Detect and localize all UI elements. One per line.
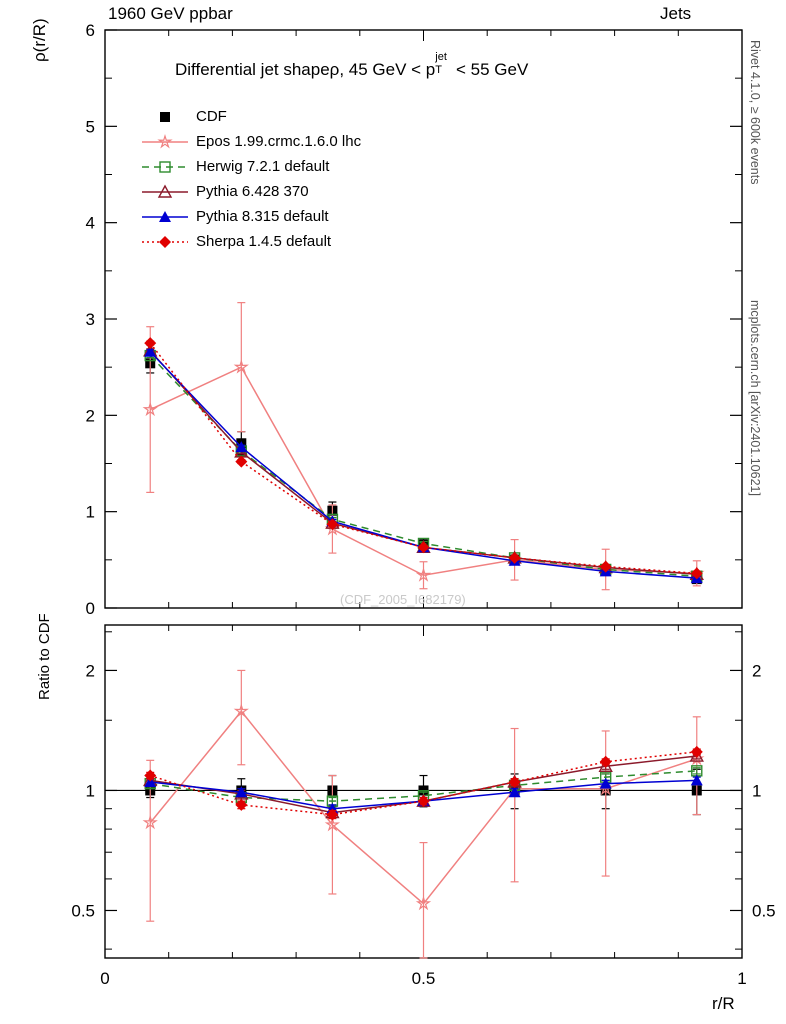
svg-text:0: 0: [85, 599, 95, 618]
svg-text:1: 1: [737, 969, 747, 988]
xlabel: r/R: [712, 994, 735, 1013]
plot-title-script: [435, 51, 451, 76]
plot-title-sup: jet: [435, 51, 447, 63]
svg-text:2: 2: [85, 661, 95, 681]
plot-title-pre: Differential jet shapeρ, 45 GeV < p: [175, 60, 436, 79]
svg-text:0.5: 0.5: [71, 901, 95, 921]
watermark: (CDF_2005_I682179): [340, 592, 466, 607]
svg-text:1: 1: [752, 781, 762, 801]
side-note-top: Rivet 4.1.0, ≥ 600k events: [748, 40, 762, 185]
svg-text:1: 1: [85, 502, 95, 522]
svg-text:3: 3: [85, 310, 95, 329]
legend-item-5: Sherpa 1.4.5 default: [196, 233, 332, 250]
plot-title-post: < 55 GeV: [451, 60, 529, 79]
svg-text:5: 5: [85, 117, 95, 137]
svg-text:2: 2: [752, 661, 762, 681]
plot-title: [175, 51, 529, 80]
legend-item-0: CDF: [196, 108, 227, 125]
legend-item-2: Herwig 7.2.1 default: [196, 158, 330, 175]
header-left: 1960 GeV ppbar: [108, 4, 233, 23]
legend-item-3: Pythia 6.428 370: [196, 183, 309, 200]
legend-item-4: Pythia 8.315 default: [196, 208, 329, 225]
svg-text:0.5: 0.5: [411, 969, 436, 988]
legend-item-1: Epos 1.99.crmc.1.6.0 lhc: [196, 133, 362, 150]
svg-text:0.5: 0.5: [752, 901, 776, 921]
svg-text:4: 4: [85, 213, 95, 233]
svg-text:1: 1: [85, 781, 95, 801]
chart-page: 1960 GeV ppbar Jets Rivet 4.1.0, ≥ 600k events mcplots.cern.ch [arXiv:2401.10621] 0 1 2 3 4 5 6 0.5 0.5 1 1 2 2 0 0.5 1 ρ(r/R) Ratio to CDF r/R Differential jet shapeρ, 45 GeV < p jet T < 55 GeV (CDF_2005_I682179) CDF Epos 1.99.crmc.1.6.0 lhc Herwig 7.2.1 default Pythia 6.428 370 Pythia 8.315 default Sherpa 1.4.5 default: [0, 0, 786, 1024]
svg-text:6: 6: [85, 21, 95, 40]
plot-title-sub: T: [435, 64, 442, 76]
svg-text:2: 2: [85, 406, 95, 426]
header-right: Jets: [660, 4, 692, 23]
side-note-bottom: mcplots.cern.ch [arXiv:2401.10621]: [748, 300, 762, 496]
svg-text:0: 0: [100, 969, 110, 988]
